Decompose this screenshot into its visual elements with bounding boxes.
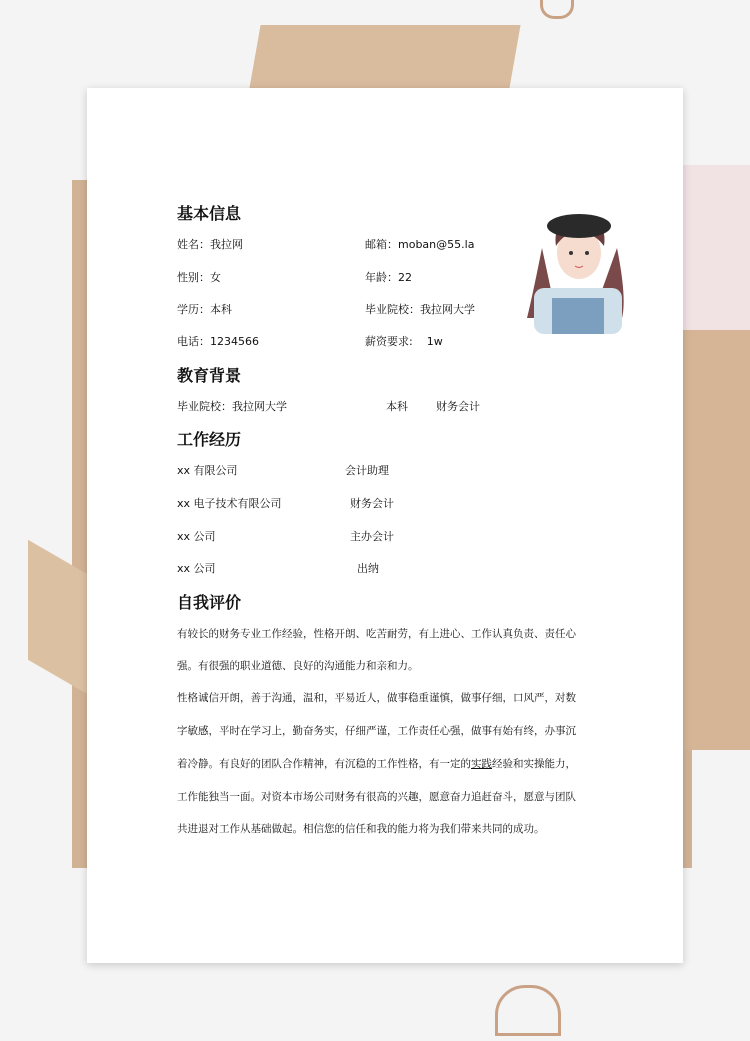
basic-name: 姓名：我拉网 — [177, 238, 243, 251]
self-line: 性格诚信开朗，善于沟通，温和，平易近人，做事稳重谨慎，做事仔细，口风严，对数 — [177, 692, 576, 704]
section-title-education: 教育背景 — [177, 366, 242, 385]
basic-age: 年龄：22 — [365, 271, 412, 284]
basic-gender: 性别：女 — [177, 271, 221, 284]
education-school: 毕业院校：我拉网大学 — [177, 400, 287, 413]
work-company: xx 公司 — [177, 562, 216, 575]
section-title-basic: 基本信息 — [177, 204, 242, 223]
education-degree: 本科 — [386, 400, 408, 413]
self-line-part: 经验和实操能力， — [492, 758, 576, 770]
basic-email: 邮箱：moban@55.la — [365, 238, 475, 251]
work-company: xx 公司 — [177, 530, 216, 543]
self-line: 字敏感，平时在学习上，勤奋务实，仔细严谨，工作责任心强，做事有始有终，办事沉 — [177, 725, 576, 737]
work-role: 财务会计 — [350, 497, 394, 510]
basic-salary: 薪资要求: 1w — [365, 335, 443, 348]
self-line-underlined: 实践 — [471, 758, 492, 770]
self-line — [177, 757, 576, 771]
basic-phone: 电话：1234566 — [177, 335, 259, 348]
education-major: 财务会计 — [436, 400, 480, 413]
self-line: 强。有很强的职业道德、良好的沟通能力和亲和力。 — [177, 660, 419, 672]
work-role: 会计助理 — [345, 464, 389, 477]
work-company: xx 有限公司 — [177, 464, 238, 477]
self-line: 共进退对工作从基础做起。相信您的信任和我的能力将为我们带来共同的成功。 — [177, 823, 545, 835]
binder-clip-icon — [540, 0, 574, 19]
work-role: 主办会计 — [350, 530, 394, 543]
self-line-part: 着冷静。有良好的团队合作精神，有沉稳的工作性格，有一定的 — [177, 758, 471, 770]
self-line: 有较长的财务专业工作经验，性格开朗、吃苦耐劳，有上进心、工作认真负责、责任心 — [177, 628, 576, 640]
work-role: 出纳 — [357, 562, 379, 575]
section-title-work: 工作经历 — [177, 430, 242, 449]
self-line: 工作能独当一面。对资本市场公司财务有很高的兴趣，愿意奋力追赶奋斗，愿意与团队 — [177, 791, 576, 803]
basic-degree: 学历：本科 — [177, 303, 232, 316]
resume-paper — [87, 88, 683, 963]
avatar — [522, 208, 637, 334]
work-company: xx 电子技术有限公司 — [177, 497, 282, 510]
binder-clip-icon — [495, 985, 561, 1036]
basic-school: 毕业院校：我拉网大学 — [365, 303, 475, 316]
section-title-self: 自我评价 — [177, 593, 242, 612]
